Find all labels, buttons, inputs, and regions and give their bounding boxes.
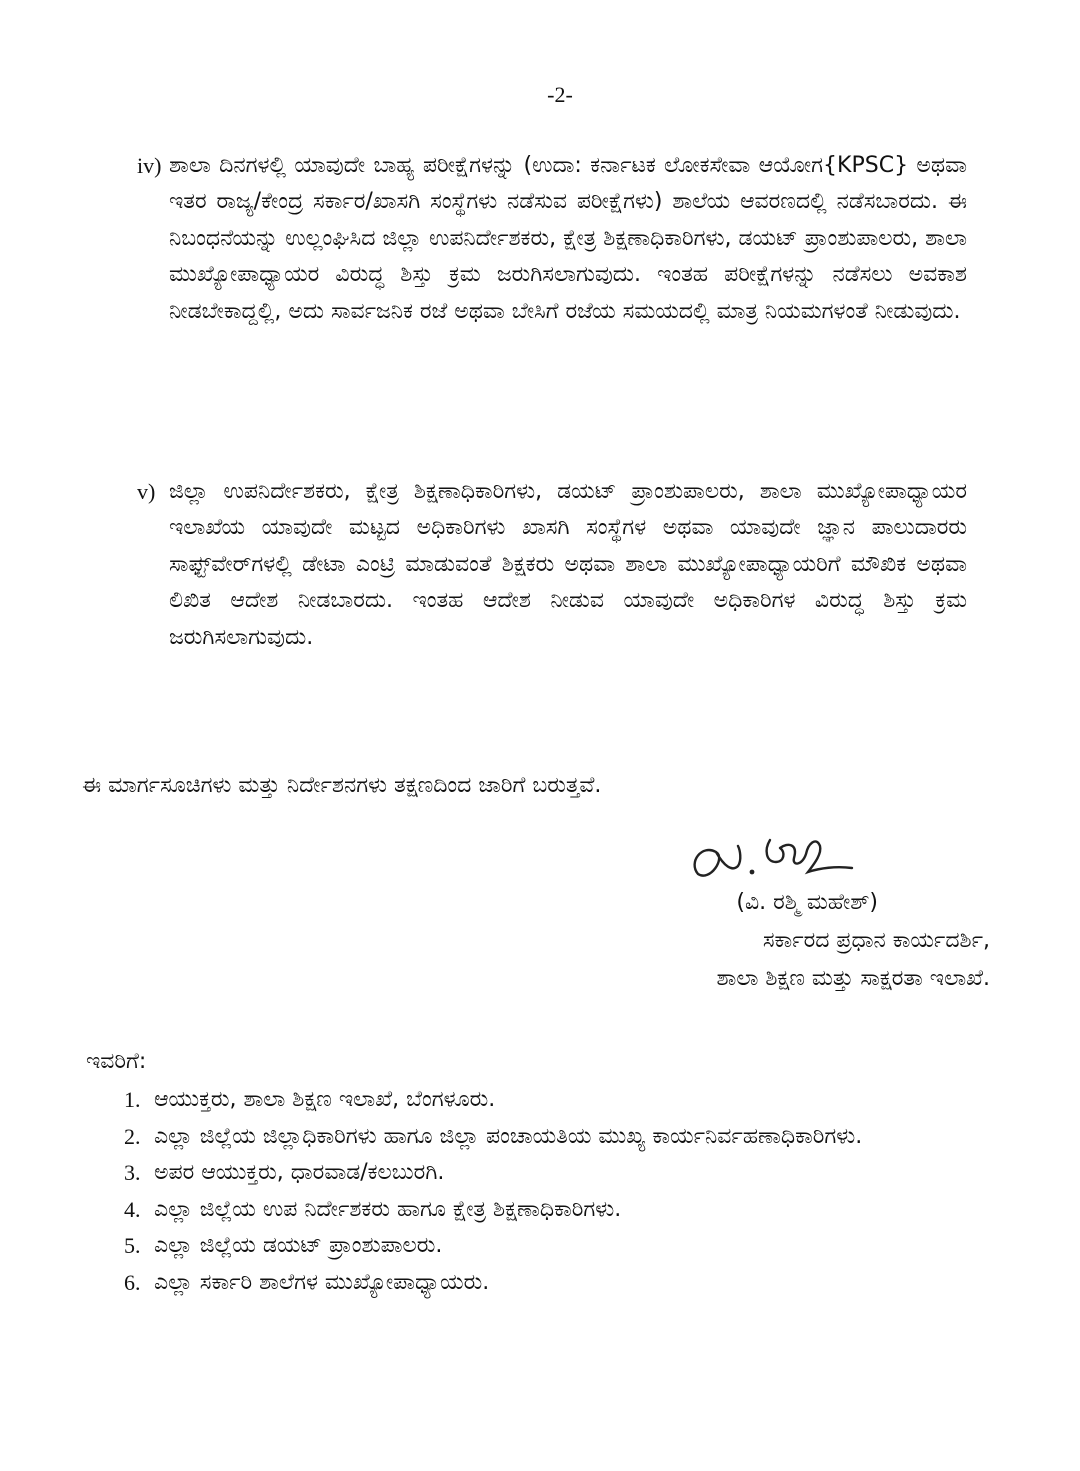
list-item-number: 1. [124, 1087, 141, 1112]
list-item [124, 1082, 924, 1119]
list-item-number: 2. [124, 1123, 141, 1149]
list-item [124, 1119, 924, 1156]
page-number: -2- [547, 82, 573, 107]
handwritten-signature [680, 822, 870, 892]
item-text: ಶಾಲಾ ದಿನಗಳಲ್ಲಿ ಯಾವುದೇ ಬಾಹ್ಯ ಪರೀಕ್ಷೆಗಳನ್ನು (ಉದಾ: ಕರ್ನಾಟಕ ಲೋಕಸೇವಾ ಆಯೋಗ{KPSC} ಅಥವಾ ಇತರ ರಾಜ್ಯ/ಕೇಂದ್ರ ಸರ್ಕಾರ/ಖಾಸಗಿ ಸಂಸ್ಥೆಗಳು ನಡೆಸುವ ಪರೀಕ್ಷೆಗಳು) ಶಾಲೆಯ ಆವರಣದಲ್ಲಿ ನಡೆಸಬಾರದು. ಈ ನಿಬಂಧನೆಯನ್ನು ಉಲ್ಲಂಘಿಸಿದ ಜಿಲ್ಲಾ ಉಪನಿರ್ದೇಶಕರು, ಕ್ಷೇತ್ರ ಶಿಕ್ಷಣಾಧಿಕಾರಿಗಳು, ಡಯಟ್ ಪ್ರಾಂಶುಪಾಲರು, ಶಾಲಾ ಮುಖ್ಯೋಪಾಧ್ಯಾಯರ ವಿರುದ್ಧ ಶಿಸ್ತು ಕ್ರಮ ಜರುಗಿಸಲಾಗುವುದು. ಇಂತಹ ಪರೀಕ್ಷೆಗಳನ್ನು ನಡೆಸಲು ಅವಕಾಶ ನೀಡಬೇಕಾದ್ದಲ್ಲಿ, ಅದು ಸಾರ್ವಜನಿಕ ರಜೆ ಅಥವಾ ಬೇಸಿಗೆ ರಜೆಯ ಸಮಯದಲ್ಲಿ ಮಾತ್ರ ನಿಯಮಗಳಂತೆ ನೀಡುವುದು. [169, 153, 967, 324]
list-item-text: ಎಲ್ಲಾ ಜಿಲ್ಲೆಯ ಡಯಟ್ ಪ್ರಾಂಶುಪಾಲರು. [154, 1233, 443, 1258]
list-item-text: ಆಯುಕ್ತರು, ಶಾಲಾ ಶಿಕ್ಷಣ ಇಲಾಖೆ, ಬೆಂಗಳೂರು. [154, 1087, 496, 1112]
list-item-text: ಎಲ್ಲಾ ಸರ್ಕಾರಿ ಶಾಲೆಗಳ ಮುಖ್ಯೋಪಾಧ್ಯಾಯರು. [154, 1269, 490, 1295]
list-item-text: ಅಪರ ಆಯುಕ್ತರು, ಧಾರವಾಡ/ಕಲಬುರಗಿ. [154, 1160, 445, 1185]
signatory-name: (ವಿ. ರಶ್ಮಿ ಮಹೇಶ್) [736, 890, 878, 915]
list-item [124, 1265, 924, 1302]
item-marker: iv) [137, 153, 162, 178]
signatory-block [717, 884, 991, 998]
recipients-label: ಇವರಿಗೆ: [86, 1049, 147, 1074]
list-item [124, 1228, 924, 1265]
list-item [124, 1192, 924, 1229]
list-item-text: ಎಲ್ಲಾ ಜಿಲ್ಲೆಯ ಜಿಲ್ಲಾಧಿಕಾರಿಗಳು ಹಾಗೂ ಜಿಲ್ಲಾ ಪಂಚಾಯತಿಯ ಮುಖ್ಯ ಕಾರ್ಯನಿರ್ವಹಣಾಧಿಕಾರಿಗಳು. [154, 1123, 863, 1149]
list-item-text: ಎಲ್ಲಾ ಜಿಲ್ಲೆಯ ಉಪ ನಿರ್ದೇಶಕರು ಹಾಗೂ ಕ್ಷೇತ್ರ ಶಿಕ್ಷಣಾಧಿಕಾರಿಗಳು. [154, 1196, 622, 1222]
item-marker: v) [137, 479, 156, 504]
signatory-designation: ಸರ್ಕಾರದ ಪ್ರಧಾನ ಕಾರ್ಯದರ್ಶಿ, [762, 928, 990, 953]
item-text: ಜಿಲ್ಲಾ ಉಪನಿರ್ದೇಶಕರು, ಕ್ಷೇತ್ರ ಶಿಕ್ಷಣಾಧಿಕಾರಿಗಳು, ಡಯಟ್ ಪ್ರಾಂಶುಪಾಲರು, ಶಾಲಾ ಮುಖ್ಯೋಪಾಧ್ಯಾಯರ ಇಲಾಖೆಯ ಯಾವುದೇ ಮಟ್ಟದ ಅಧಿಕಾರಿಗಳು ಖಾಸಗಿ ಸಂಸ್ಥೆಗಳ ಅಥವಾ ಯಾವುದೇ ಜ್ಞಾನ ಪಾಲುದಾರರು ಸಾಫ್ಟ್‌ವೇರ್‌ಗಳಲ್ಲಿ ಡೇಟಾ ಎಂಟ್ರಿ ಮಾಡುವಂತೆ ಶಿಕ್ಷಕರು ಅಥವಾ ಶಾಲಾ ಮುಖ್ಯೋಪಾಧ್ಯಾಯರಿಗೆ ಮೌಖಿಕ ಅಥವಾ ಲಿಖಿತ ಆದೇಶ ನೀಡಬಾರದು. ಇಂತಹ ಆದೇಶ ನೀಡುವ ಯಾವುದೇ ಅಧಿಕಾರಿಗಳ ವಿರುದ್ಧ ಶಿಸ್ತು ಕ್ರಮ ಜರುಗಿಸಲಾಗುವುದು. [169, 479, 967, 650]
list-item-number: 5. [124, 1233, 141, 1258]
list-item [124, 1155, 924, 1192]
guideline-item-iv [137, 148, 967, 330]
list-item-number: 3. [124, 1160, 141, 1185]
recipients-list [124, 1082, 924, 1301]
list-item-number: 4. [124, 1196, 141, 1222]
list-item-number: 6. [124, 1269, 141, 1295]
signatory-department: ಶಾಲಾ ಶಿಕ್ಷಣ ಮತ್ತು ಸಾಕ್ಷರತಾ ಇಲಾಖೆ. [716, 966, 990, 991]
guideline-item-v [137, 474, 967, 656]
closing-statement: ಈ ಮಾರ್ಗಸೂಚಿಗಳು ಮತ್ತು ನಿರ್ದೇಶನಗಳು ತಕ್ಷಣದಿಂದ ಜಾರಿಗೆ ಬರುತ್ತವೆ. [82, 773, 602, 798]
